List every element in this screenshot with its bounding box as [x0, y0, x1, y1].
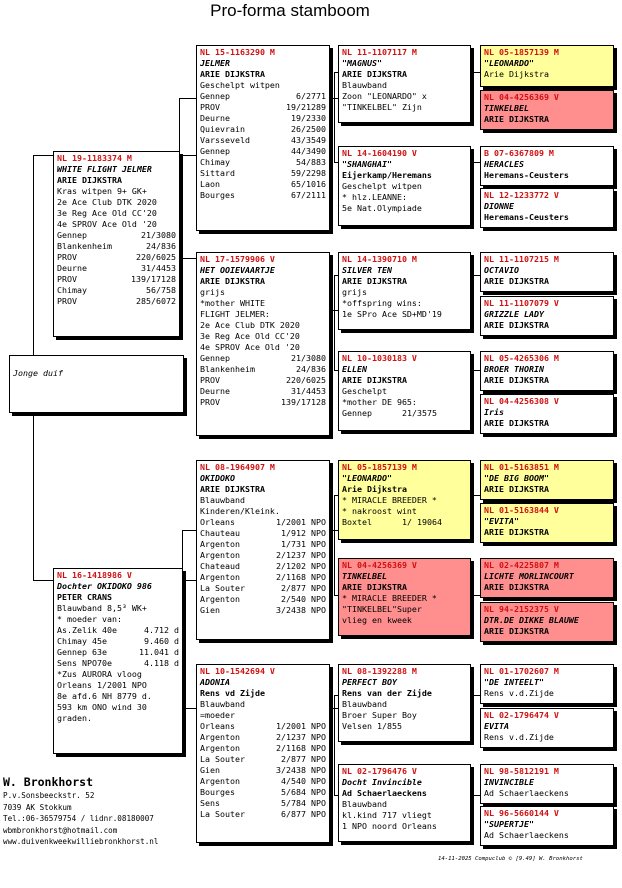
race-result: Laon 65/1016	[200, 179, 326, 189]
info-line: Blauwband	[200, 495, 245, 505]
info-line: graden.	[57, 713, 92, 723]
ring-number: NL 19-1183374 M	[57, 153, 132, 163]
great-grandparent-box[interactable]: NL 05-1857139 M "LEONARDO" Arie Dijkstra * MIRACLE BREEDER * * nakroost wint Boxtel 1/ 19064	[338, 460, 471, 540]
info-line: 3e Reg Ace Old CC'20	[57, 208, 157, 218]
race-result: Argenton 1/731 NPO	[200, 539, 326, 549]
page-title: Pro-forma stamboom	[210, 1, 370, 20]
race-result: Gien 3/2438 NPO	[200, 605, 326, 615]
ancestor-box[interactable]: NL 01-5163844 V "EVITA" ARIE DIJKSTRA	[480, 503, 614, 543]
breeder-name: W. Bronkhorst	[3, 775, 94, 789]
ancestor-box[interactable]: NL 01-1702607 M "DE INTEELT" Rens v.d.Zijde	[480, 664, 614, 704]
great-grandparent-box[interactable]: NL 11-1107117 M "MAGNUS" ARIE DIJKSTRA Blauwband Zoon "LEONARDO" x "TINKELBEL" Zijn	[338, 45, 471, 123]
race-result: PROV 220/6025	[57, 252, 176, 262]
subject-box[interactable]	[9, 355, 184, 413]
ancestor-box[interactable]: NL 02-1796474 V EVITA Rens v.d.Zijde	[480, 708, 614, 748]
pigeon-name: OKIDOKO	[200, 473, 235, 483]
race-result: Chimay 45e 9.460 d	[57, 636, 179, 646]
race-result: La Souter 2/877 NPO	[200, 583, 326, 593]
race-result: Gennep 44/3490	[200, 146, 326, 156]
race-result: Argenton 2/1168 NPO	[200, 572, 326, 582]
race-result: Gennep 6/2771	[200, 91, 326, 101]
owner: ARIE DIJKSTRA	[57, 175, 122, 185]
info-line: 8e afd.6 NH 8779 d.	[57, 691, 152, 701]
race-result: Argenton 2/1168 NPO	[200, 743, 326, 753]
race-result: PROV 19/21289	[200, 102, 326, 112]
breeder-postcode: 7039 AK Stokkum	[3, 802, 72, 812]
race-result: Gennep 63e 11.041 d	[57, 647, 179, 657]
race-result: Chimay 56/758	[57, 285, 176, 295]
race-result: Orleans 1/2001 NPO	[200, 721, 326, 731]
race-result: Sittard 59/2298	[200, 168, 326, 178]
race-result: Argenton 2/1237 NPO	[200, 732, 326, 742]
race-result: La Souter 6/877 NPO	[200, 809, 326, 819]
info-line: Kinderen/Kleink.	[200, 506, 280, 516]
race-result: Gennep 21/3080	[57, 230, 176, 240]
grandsire-dam-side-box[interactable]	[196, 460, 330, 640]
race-result: Orleans 1/2001 NPO	[200, 517, 326, 527]
pigeon-name: ADONIA	[200, 677, 230, 687]
info-line: Orleans 1/2001 NPO	[57, 680, 147, 690]
ancestor-box[interactable]: NL 01-5163851 M "DE BIG BOOM" ARIE DIJKSTRA	[480, 460, 614, 500]
sire-box[interactable]	[53, 151, 180, 337]
info-line: 3e Reg Ace Old CC'20	[200, 331, 300, 341]
race-result: PROV 139/17128	[57, 274, 176, 284]
race-result: Blankenheim 24/836	[200, 364, 326, 374]
breeder-website[interactable]: www.duivenkweekwilliebronkhorst.nl	[3, 837, 159, 846]
pigeon-name: WHITE FLIGHT JELMER	[57, 164, 152, 174]
dam-box[interactable]	[53, 568, 183, 754]
granddam-dam-side-box[interactable]	[196, 664, 330, 843]
pigeon-name: Dochter OKIDOKO 986	[57, 581, 152, 591]
ancestor-box[interactable]: NL 02-4225807 M LICHTE MORLINCOURT ARIE DIJKSTRA	[480, 558, 614, 598]
info-line: *Zus AURORA vloog	[57, 669, 142, 679]
info-line: FLIGHT JELMER:	[200, 309, 270, 319]
ring-number: NL 16-1418986 V	[57, 570, 132, 580]
owner: ARIE DIJKSTRA	[200, 276, 265, 286]
race-result: Chimay 54/883	[200, 157, 326, 167]
ancestor-box[interactable]: NL 96-5660144 V "SUPERTJE" Ad Schaerlaeckens	[480, 806, 614, 846]
info-line: Geschelpt witpen	[200, 80, 280, 90]
race-result: As.Zelik 40e 4.712 d	[57, 625, 179, 635]
granddam-sire-side-box[interactable]	[196, 252, 330, 436]
race-result: Deurne 31/4453	[200, 386, 326, 396]
ancestor-box[interactable]: NL 04-4256369 V TINKELBEL ARIE DIJKSTRA	[480, 90, 614, 130]
pigeon-name: HET OOIEVAARTJE	[200, 265, 275, 275]
info-line: 4e SPROV Ace Old '20	[200, 342, 300, 352]
race-result: Chateaud 2/1202 NPO	[200, 561, 326, 571]
race-result: Bourges 5/684 NPO	[200, 787, 326, 797]
ancestor-box[interactable]: NL 98-5812191 M INVINCIBLE Ad Schaerlaeckens	[480, 764, 614, 804]
info-line: Blauwband	[200, 699, 245, 709]
ring-number: NL 15-1163290 M	[200, 47, 275, 57]
breeder-info	[3, 774, 158, 848]
ancestor-box[interactable]: NL 04-4256308 V Iris ARIE DIJKSTRA	[480, 394, 614, 434]
subject-name: Jonge duif	[13, 368, 63, 378]
info-line: *mother WHITE	[200, 298, 265, 308]
race-result: Sens 5/784 NPO	[200, 798, 326, 808]
info-line: 2e Ace Club DTK 2020	[57, 197, 157, 207]
ring-number: NL 08-1964907 M	[200, 462, 275, 472]
race-result: PROV 139/17128	[200, 397, 326, 407]
race-result: Quievrain 26/2500	[200, 124, 326, 134]
race-result: Gien 3/2438 NPO	[200, 765, 326, 775]
ancestor-box[interactable]: NL 11-1107079 V GRIZZLE LADY ARIE DIJKSTRA	[480, 296, 614, 336]
owner: ARIE DIJKSTRA	[200, 484, 265, 494]
race-result: Sens NPO70e 4.118 d	[57, 658, 179, 668]
race-result: Argenton 4/540 NPO	[200, 776, 326, 786]
race-result: Deurne 31/4453	[57, 263, 176, 273]
breeder-phone: Tel.:06-36579754 / lidnr.08180007	[3, 814, 154, 823]
race-result: Gennep 21/3080	[200, 353, 326, 363]
ring-number: NL 10-1542694 V	[200, 666, 275, 676]
footer-credit: 14-11-2025 Compuclub © [9.49] W. Bronkhorst	[438, 856, 583, 862]
ancestor-box[interactable]: NL 11-1107215 M OCTAVIO ARIE DIJKSTRA	[480, 252, 614, 292]
great-grandparent-box[interactable]: NL 14-1390710 M SILVER TEN ARIE DIJKSTRA grijs *offspring wins: 1e SPro Ace SD+MD'19	[338, 252, 471, 330]
owner: Rens vd Zijde	[200, 688, 265, 698]
race-result: Chauteau 1/912 NPO	[200, 528, 326, 538]
pigeon-name: JELMER	[200, 58, 230, 68]
info-line: 4e SPROV Ace Old '20	[57, 219, 157, 229]
ancestor-box[interactable]: NL 05-4265306 M BROER THORIN ARIE DIJKSTRA	[480, 351, 614, 391]
info-line: 593 km ONO wind 30	[57, 702, 147, 712]
race-result: Deurne 19/2330	[200, 113, 326, 123]
info-line: * moeder van:	[57, 614, 122, 624]
race-result: Argenton 2/1237 NPO	[200, 550, 326, 560]
great-grandparent-box[interactable]: NL 02-1796476 V Docht Invincible Ad Schaerlaeckens Blauwband kl.kind 717 vliegt 1 NPO noord Orleans	[338, 764, 471, 842]
great-grandparent-box[interactable]: NL 14-1604190 V "SHANGHAI" Eijerkamp/Heremans Geschelpt witpen * hlz.LEANNE: 5e Nat.Olympiade	[338, 146, 471, 226]
ancestor-box[interactable]: NL 05-1857139 M "LEONARDO" Arie Dijkstra	[480, 45, 614, 87]
race-result: La Souter 2/877 NPO	[200, 754, 326, 764]
grandsire-sire-side-box[interactable]	[196, 45, 330, 231]
ancestor-box[interactable]: NL 12-1233772 V DIONNE Heremans-Ceusters	[480, 188, 614, 228]
race-result: PROV 220/6025	[200, 375, 326, 385]
ancestor-box[interactable]: NL 94-2152375 V DTR.DE DIKKE BLAUWE ARIE DIJKSTRA	[480, 602, 614, 642]
race-result: Varsseveld 43/3549	[200, 135, 326, 145]
race-result: Blankenheim 24/836	[57, 241, 176, 251]
ancestor-box[interactable]: B 07-6367809 M HERACLES Heremans-Ceusters	[480, 146, 614, 186]
owner: ARIE DIJKSTRA	[200, 69, 265, 79]
great-grandparent-box[interactable]: NL 08-1392288 M PERFECT BOY Rens van der Zijde Blauwband Broer Super Boy Velsen 1/855	[338, 664, 471, 742]
great-grandparent-box[interactable]: NL 10-1030183 V ELLEN ARIE DIJKSTRA Geschelpt *mother DE 965: Gennep 21/3575	[338, 351, 471, 431]
info-line: =moeder	[200, 710, 235, 720]
owner: PETER CRANS	[57, 592, 112, 602]
info-line: grijs	[200, 287, 225, 297]
info-line: Blauwband 8,5³ WK+	[57, 603, 147, 613]
great-grandparent-box[interactable]: NL 04-4256369 V TINKELBEL ARIE DIJKSTRA * MIRACLE BREEDER * "TINKELBEL"Super vlieg en kweek	[338, 558, 471, 636]
ring-number: NL 17-1579906 V	[200, 254, 275, 264]
info-line: Kras witpen 9+ GK+	[57, 186, 147, 196]
race-result: Argenton 2/540 NPO	[200, 594, 326, 604]
breeder-email[interactable]: wbmbronkhorst@hotmail.com	[3, 825, 118, 835]
race-result: PROV 285/6072	[57, 296, 176, 306]
race-result: Bourges 67/2111	[200, 190, 326, 200]
breeder-address: P.v.Sonsbeeckstr. 52	[3, 791, 95, 800]
info-line: 2e Ace Club DTK 2020	[200, 320, 300, 330]
